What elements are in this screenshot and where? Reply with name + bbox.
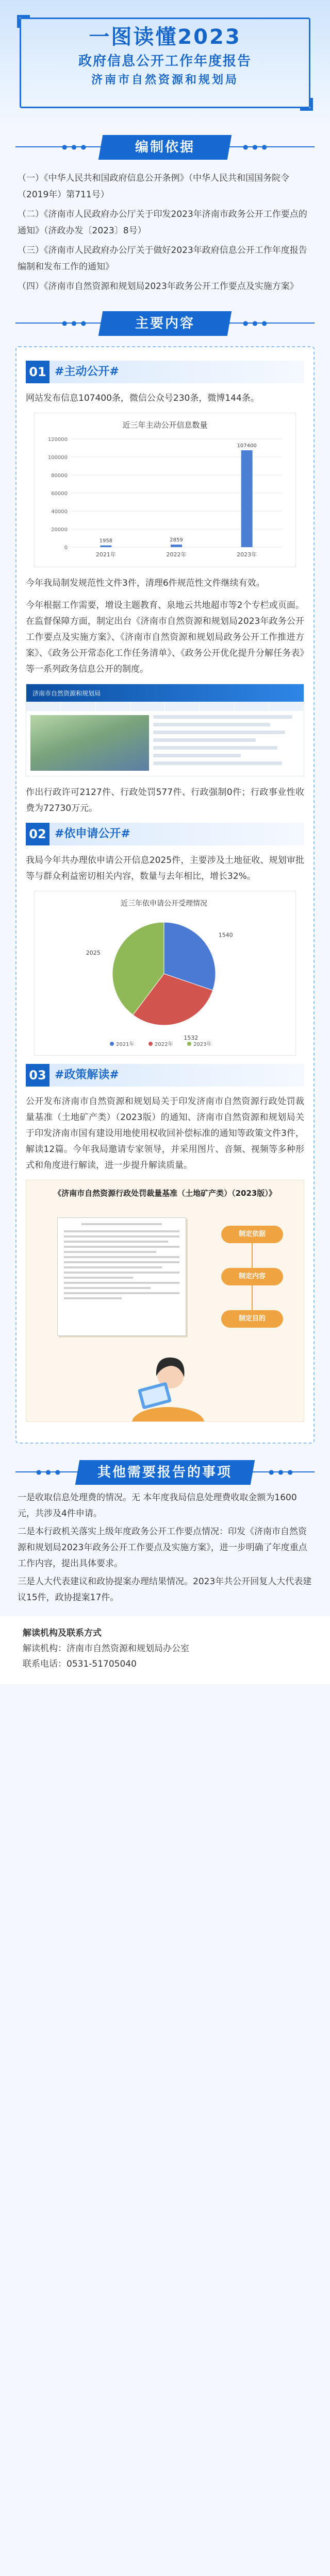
section-number: 02 — [26, 823, 50, 845]
x-tick-label: 2022年 — [166, 551, 187, 558]
data-label: 2859 — [170, 537, 183, 543]
section-head-request — [26, 823, 304, 845]
website-text-lines — [153, 715, 300, 771]
website-screenshot — [26, 684, 304, 776]
policy-poster — [26, 1180, 304, 1422]
y-tick-label: 0 — [64, 545, 68, 551]
basis-list — [18, 170, 312, 295]
reader-illustration-icon — [129, 1345, 207, 1422]
footer-org: 解读机构：济南市自然资源和规划局办公室 — [23, 1643, 189, 1654]
y-tick-label: 120000 — [47, 437, 68, 443]
legend-swatch — [187, 1042, 191, 1046]
basis-banner — [98, 135, 232, 160]
page-subtitle: 政府信息公开工作年度报告 — [78, 54, 252, 69]
other-banner-label: 其他需要报告的事项 — [97, 1465, 233, 1480]
basis-item: （三）《济南市人民政府办公厅关于做好2023年政府信息公开工作年度报告编制和发布工作的通知》 — [18, 245, 307, 272]
dots-decor: ● ● ● — [36, 1468, 62, 1476]
dots-decor: ● ● ● — [242, 319, 268, 327]
basis-banner-label: 编制依据 — [135, 140, 195, 155]
y-tick-label: 20000 — [51, 527, 68, 533]
interpret-para-1: 公开发布济南市自然资源和规划局关于印发济南市自然资源行政处罚裁量基准（土地矿产类）（2023版）的通知、济南市自然资源和规划局关于印发济南市国有建设用地使用权收回补偿标准的通知等政策文件3件，解读12篇。今年我局邀请专家领导，并采用图片、音频、视频等多种形式和角度进行解读，进一步提升解读质量。 — [26, 1096, 304, 1171]
footer — [0, 1616, 330, 1684]
other-banner-wrap — [0, 1454, 330, 1490]
request-para-1: 我局今年共办理依申请公开信息2025件，主要涉及土地征收、规划审批等与群众利益密切相关内容，数量与去年相比，增长32%。 — [26, 855, 304, 882]
basis-item: （四）《济南市自然资源和规划局2023年政务公开工作要点及实施方案》 — [18, 281, 299, 292]
data-label: 107400 — [237, 443, 257, 449]
flow-step-basis: 制定依据 — [221, 1226, 283, 1243]
main-banner — [98, 311, 232, 336]
bar — [171, 545, 182, 547]
dots-decor: ● ● ● — [62, 143, 88, 150]
slice-label: 1540 — [218, 931, 233, 939]
hero-header — [0, 0, 330, 129]
dots-decor: ● ● ● — [242, 143, 268, 150]
y-tick-label: 80000 — [51, 473, 68, 479]
data-label: 1958 — [99, 538, 113, 544]
bar-chart — [34, 413, 296, 567]
legend-swatch — [148, 1042, 153, 1046]
organization-name: 济南市自然资源和规划局 — [91, 74, 239, 87]
legend-label: 2023年 — [193, 1042, 212, 1047]
active-para-1: 网站发布信息107400条，微信公众号230条，微博144条。 — [26, 393, 259, 403]
website-header — [26, 684, 304, 702]
bar — [100, 546, 111, 547]
x-tick-label: 2021年 — [95, 551, 116, 558]
other-items — [18, 1490, 312, 1606]
website-name: 济南市自然资源和规划局 — [32, 689, 101, 697]
bar-chart-svg — [35, 413, 293, 567]
active-para-3: 今年根据工作需要，增设主题教育、泉地云共地超市等2个专栏或页面。在监督保障方面，制定出台《济南市自然资源和规划局2023年政务公开工作要点及实施方案》、《济南市自然资源和规划局政务公开工作推进方案》、《政务公开常态化工作任务清单》、《政务公开优化提升分解任务表》等一系列政务信息公开的制度。 — [26, 600, 304, 674]
flow-step-purpose: 制定目的 — [221, 1310, 283, 1328]
main-banner-label: 主要内容 — [135, 316, 195, 331]
x-tick-label: 2023年 — [237, 551, 257, 558]
section-head-active — [26, 361, 304, 383]
main-content-card — [15, 346, 315, 1444]
section-head-interpret — [26, 1064, 304, 1087]
active-para-2: 今年我局制发规范性文件3件，清理6件规范性文件继续有效。 — [26, 578, 265, 588]
other-item: 二是本行政机关落实上级年度政务公开工作要点情况：印发《济南市自然资源和规划局2023年政务公开工作要点及实施方案》，进一步明确了年度重点工作内容，提出具体要求。 — [18, 1527, 307, 1569]
document-illustration — [57, 1217, 186, 1336]
footer-phone: 联系电话：0531-51705040 — [23, 1659, 137, 1669]
slice-label: 2025 — [86, 949, 101, 956]
main-banner-wrap — [0, 305, 330, 341]
other-item: 一是收取信息处理费的情况。无 本年度我局信息处理费收取金额为1600元，共涉及4件申请。 — [18, 1493, 297, 1519]
pie-chart — [34, 891, 296, 1056]
active-para-4: 作出行政许可2127件、行政处罚577件、行政强制0件；行政事业性收费为72730万元。 — [26, 787, 304, 814]
website-photo — [30, 715, 149, 771]
bar — [241, 450, 253, 547]
legend-swatch — [110, 1042, 114, 1046]
website-body — [26, 711, 304, 775]
section-label: #依申请公开# — [50, 823, 304, 845]
poster-title: 《济南市自然资源行政处罚裁量基准（土地矿产类）（2023版）》 — [54, 1189, 276, 1198]
bar-chart-title: 近三年主动公开信息数量 — [122, 420, 208, 430]
slice-label: 1532 — [184, 1035, 199, 1042]
basis-item: （二）《济南市人民政府办公厅关于印发2023年济南市政务公开工作要点的通知》（济政办发〔2023〕8号） — [18, 209, 307, 236]
pie-chart-title: 近三年依申请公开受理情况 — [121, 900, 207, 908]
pie-chart-svg — [35, 891, 293, 1055]
section-number: 01 — [26, 361, 50, 383]
basis-banner-wrap — [0, 129, 330, 165]
footer-title: 解读机构及联系方式 — [23, 1628, 102, 1638]
dots-decor: ● ● ● — [268, 1468, 294, 1476]
y-tick-label: 40000 — [51, 509, 68, 515]
page-title: 一图读懂2023 — [89, 25, 241, 49]
section-label: #主动公开# — [50, 361, 304, 383]
website-nav — [26, 702, 304, 711]
section-label: #政策解读# — [50, 1064, 304, 1087]
section-number: 03 — [26, 1064, 50, 1087]
basis-item: （一）《中华人民共和国政府信息公开条例》（中华人民共和国国务院令（2019年）第711号） — [18, 173, 289, 200]
other-banner — [75, 1460, 255, 1485]
y-tick-label: 60000 — [51, 491, 68, 497]
flow-step-content: 制定内容 — [221, 1268, 283, 1285]
dots-decor: ● ● ● — [62, 319, 88, 327]
legend-label: 2021年 — [116, 1042, 135, 1047]
y-tick-label: 100000 — [47, 455, 68, 461]
legend-label: 2022年 — [155, 1042, 173, 1047]
other-item: 三是人大代表建议和政协提案办理结果情况。2023年共公开回复人大代表建议15件，政协提案17件。 — [18, 1577, 312, 1603]
